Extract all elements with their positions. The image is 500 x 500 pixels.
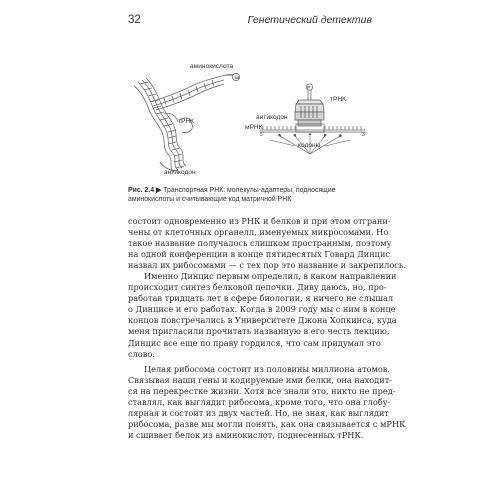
text-line: назвал их рибосомами — с тех пор это название и закрепилось. — [128, 260, 406, 271]
label-five-prime: 5' — [260, 132, 264, 138]
running-head — [128, 14, 372, 28]
text-line: Целая рибосома состоит из половины миллиона атомов. — [144, 363, 390, 374]
caption-line — [128, 186, 372, 195]
text-line: Именно Динцис первым определил, в каком направлении — [144, 271, 397, 282]
running-title: Генетический детектив — [247, 14, 372, 26]
label-trna-right: тРНК — [330, 96, 347, 103]
page-number: 32 — [128, 14, 141, 26]
text-line: происходит синтез белковой цепочки. Диву даюсь, но, про- — [128, 282, 387, 293]
label-three-prime: 3' — [362, 132, 366, 138]
trna-schematic — [295, 90, 324, 126]
label-amino-acid: аминокислота — [190, 63, 234, 70]
label-p-site: P — [307, 85, 311, 90]
text-line: меня пригласили прочитать названную в его честь лекцию, — [128, 326, 390, 337]
text-line: и сшивает белок из аминокислот, поднесенных тРНК. — [128, 429, 364, 440]
label-anticodon-right: антикодон — [256, 114, 288, 121]
label-mrna: мРНК — [245, 124, 263, 131]
text-line: работав тридцать лет в сфере биологии, я ничего не слышал — [128, 293, 394, 304]
paragraph-2 — [128, 363, 406, 441]
label-codons: кодоны — [298, 142, 321, 149]
text-line: такое название получалось слишком пространным, поэтому — [128, 238, 392, 249]
text-line: на одной конференции в конце пятидесятых Говард Динцис — [128, 249, 390, 260]
figure-trna — [120, 60, 382, 180]
text-line: Связывая наши гены и кодируемые ими белки, она находит- — [128, 374, 393, 385]
caption-text: Транспортная РНК: молекулы-адаптеры, подносящие — [163, 187, 336, 194]
text-line: Динцис все еще по праву гордился, что сам придумал это — [128, 337, 381, 348]
text-line: слово. — [128, 348, 155, 359]
body-text — [128, 216, 406, 441]
text-line: концов повстречались в Университете Джона Хопкинса, куда — [128, 315, 397, 326]
paragraph-1 — [128, 216, 406, 360]
caption-number: Рис. 2.4 ▶ — [128, 187, 162, 194]
text-line: ставлял, как выглядит рибосома, кроме того, что она глобу- — [128, 396, 391, 407]
text-line: ся на перекрестке жизни. Хотя все знали это, никто не пред- — [128, 385, 396, 396]
figure-caption — [128, 186, 372, 205]
caption-line: аминокислоты и считывающие код матричной РНК — [128, 196, 292, 204]
label-anticodon-left: антикодон — [164, 169, 196, 176]
text-line: лярная и состоит из двух частей. Но, не зная, как выглядит — [128, 407, 389, 418]
label-trna-left: тРНК — [178, 118, 195, 125]
text-line: чены от клеточных органелл, именуемых микросомами. Но — [128, 227, 389, 238]
svg-text:аа: аа — [234, 75, 240, 80]
text-line: рибосома, разве мы могли понять, как она связывается с мРНК — [128, 418, 406, 429]
figure-illustration — [120, 60, 382, 180]
text-line: о Динцисе и его работах. Когда в 2009 году мы с ним в конце — [128, 304, 396, 315]
text-line: состоит одновременно из РНК и белков и при этом отграни- — [128, 216, 391, 226]
